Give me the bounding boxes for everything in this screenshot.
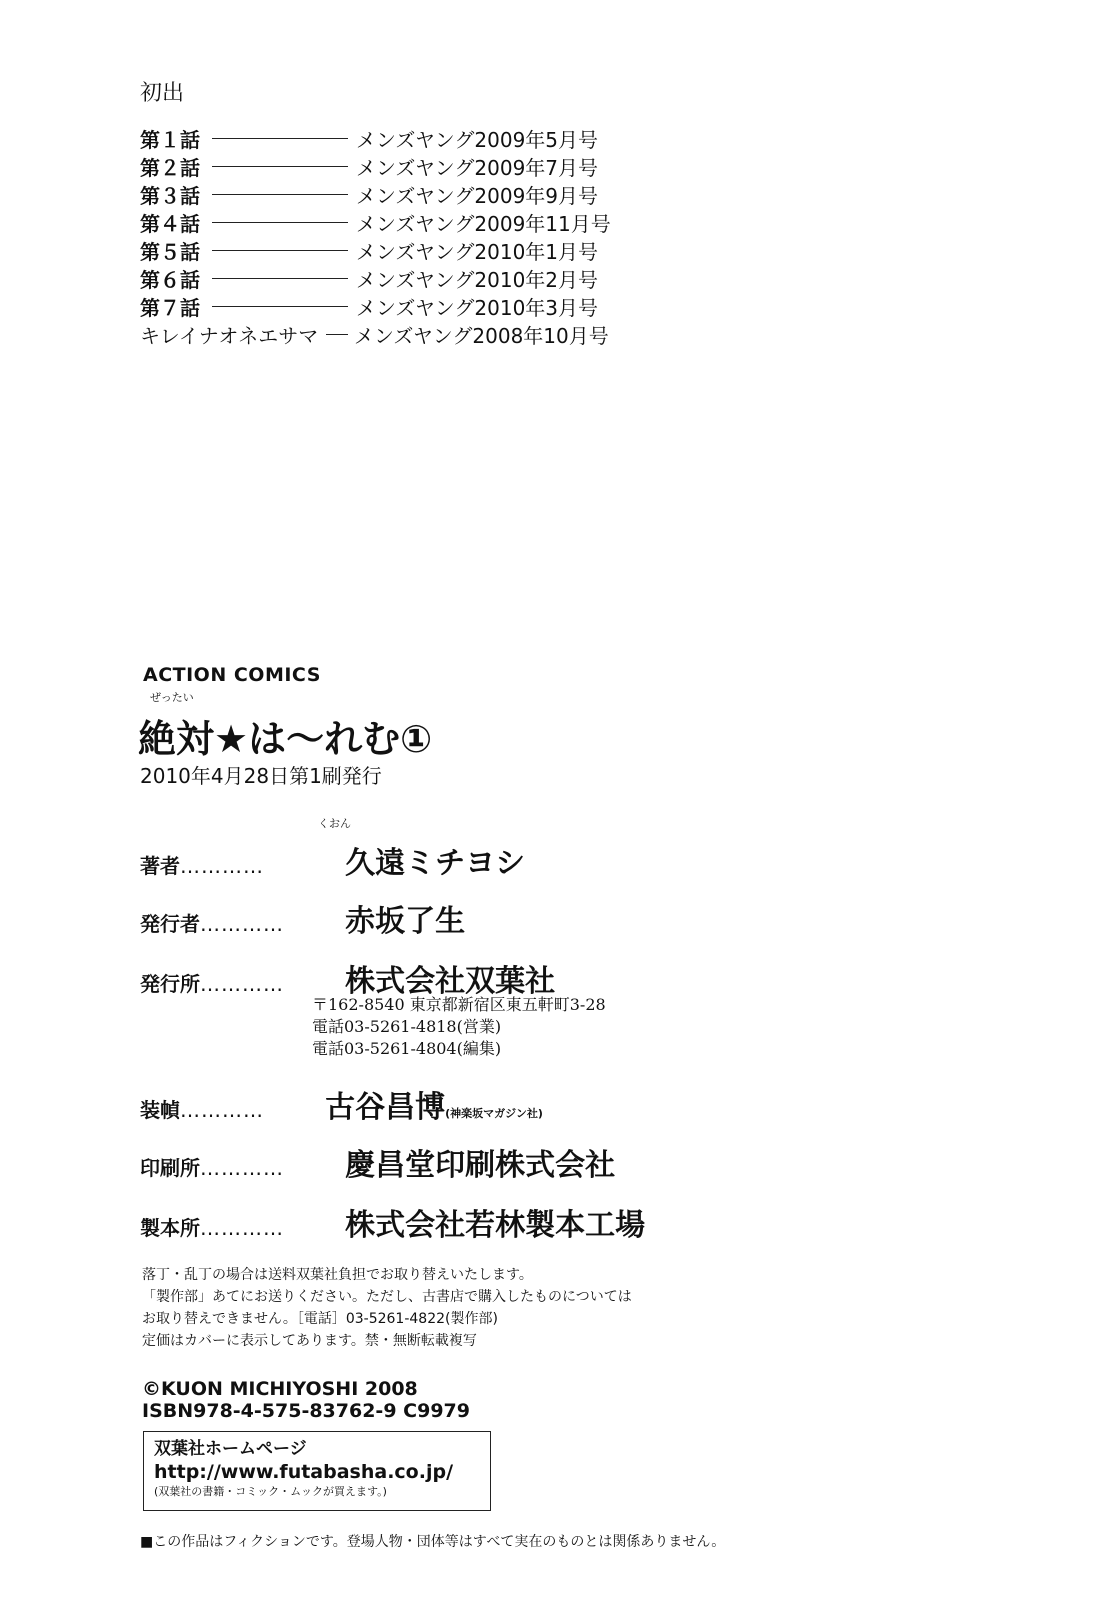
chapter-source: メンズヤング2010年3月号 — [356, 295, 599, 320]
binder-row — [140, 1200, 645, 1244]
list-item — [140, 124, 611, 152]
leader-line — [326, 334, 348, 335]
publisher-person-name: 赤坂了生 — [345, 904, 466, 939]
chapter-source: メンズヤング2009年11月号 — [356, 211, 611, 236]
notice-line: お取り替えできません。［電話］03-5261-4822(製作部) — [142, 1311, 498, 1327]
leader-line — [212, 278, 348, 279]
list-item — [140, 264, 611, 292]
book-title: 絶対★は～れむ① — [138, 717, 433, 761]
notice-line: 「製作部」あてにお送りください。ただし、古書店で購入したものについては — [142, 1289, 632, 1305]
publisher-tel-sales: 電話03-5261-4818(営業) — [312, 1017, 502, 1036]
publisher-tel-edit: 電話03-5261-4804(編集) — [312, 1039, 502, 1058]
chapter-label: キレイナオネエサマ — [140, 323, 319, 348]
author-ruby: くおん — [318, 817, 351, 830]
publisher-label: 発行所 — [140, 972, 200, 996]
homepage-url[interactable]: http://www.futabasha.co.jp/ — [154, 1461, 454, 1483]
chapter-label: 第３話 — [140, 183, 200, 208]
leader-line — [212, 138, 348, 139]
printer-row — [140, 1140, 615, 1184]
leader-dots: ………… — [200, 912, 284, 936]
chapter-source: メンズヤング2008年10月号 — [354, 323, 609, 348]
first-publication-title: 初出 — [140, 81, 185, 106]
leader-line — [212, 250, 348, 251]
publisher-name: 株式会社双葉社 — [345, 964, 556, 999]
notice-line: 定価はカバーに表示してあります。禁・無断転載複写 — [142, 1333, 477, 1349]
series-name: ACTION COMICS — [143, 664, 321, 686]
chapter-source: メンズヤング2010年2月号 — [356, 267, 599, 292]
leader-line — [212, 306, 348, 307]
author-row — [140, 838, 525, 882]
first-publication-list — [140, 124, 611, 348]
publisher-address: 〒162-8540 東京都新宿区東五軒町3-28 — [312, 995, 606, 1014]
fiction-disclaimer: ■この作品はフィクションです。登場人物・団体等はすべて実在のものとは関係ありません。 — [140, 1534, 726, 1550]
leader-line — [212, 194, 348, 195]
chapter-source: メンズヤング2009年7月号 — [356, 155, 599, 180]
homepage-note: (双葉社の書籍・コミック・ムックが買えます。) — [154, 1485, 387, 1498]
chapter-source: メンズヤング2010年1月号 — [356, 239, 599, 264]
homepage-box — [143, 1431, 491, 1511]
chapter-label: 第５話 — [140, 239, 200, 264]
list-item — [140, 208, 611, 236]
chapter-label: 第２話 — [140, 155, 200, 180]
leader-line — [212, 222, 348, 223]
title-ruby: ぜったい — [150, 691, 194, 704]
chapter-source: メンズヤング2009年9月号 — [356, 183, 599, 208]
copyright-line: ©KUON MICHIYOSHI 2008 — [142, 1378, 418, 1400]
designer-name-text: 古谷昌博 — [325, 1090, 446, 1125]
leader-dots: ………… — [200, 1156, 284, 1180]
binder-label: 製本所 — [140, 1216, 200, 1240]
chapter-source: メンズヤング2009年5月号 — [356, 127, 599, 152]
list-item — [140, 236, 611, 264]
printer-name: 慶昌堂印刷株式会社 — [345, 1148, 616, 1183]
publisher-person-label: 発行者 — [140, 912, 200, 936]
notice-line: 落丁・乱丁の場合は送料双葉社負担でお取り替えいたします。 — [142, 1267, 533, 1283]
leader-dots: ………… — [180, 854, 264, 878]
isbn-line: ISBN978-4-575-83762-9 C9979 — [142, 1400, 470, 1422]
designer-name — [325, 1090, 543, 1125]
designer-affiliation: (神楽坂マガジン社) — [445, 1107, 543, 1120]
leader-line — [212, 166, 348, 167]
copyright-block — [142, 1378, 470, 1422]
homepage-name: 双葉社ホームページ — [154, 1439, 307, 1459]
leader-dots: ………… — [200, 1216, 284, 1240]
list-item — [140, 292, 611, 320]
design-row — [140, 1082, 543, 1126]
leader-dots: ………… — [200, 972, 284, 996]
list-item — [140, 152, 611, 180]
printer-label: 印刷所 — [140, 1156, 200, 1180]
chapter-label: 第１話 — [140, 127, 200, 152]
chapter-label: 第６話 — [140, 267, 200, 292]
chapter-label: 第４話 — [140, 211, 200, 236]
binder-name: 株式会社若林製本工場 — [345, 1208, 646, 1243]
leader-dots: ………… — [180, 1098, 264, 1122]
notice-text — [142, 1264, 702, 1352]
chapter-label: 第７話 — [140, 295, 200, 320]
design-label: 装幀 — [140, 1098, 180, 1122]
author-name: 久遠ミチヨシ — [345, 846, 526, 881]
author-label: 著者 — [140, 854, 180, 878]
list-item — [140, 320, 611, 348]
list-item — [140, 180, 611, 208]
publication-date: 2010年4月28日第1刷発行 — [140, 764, 382, 788]
publisher-person-row — [140, 896, 465, 940]
